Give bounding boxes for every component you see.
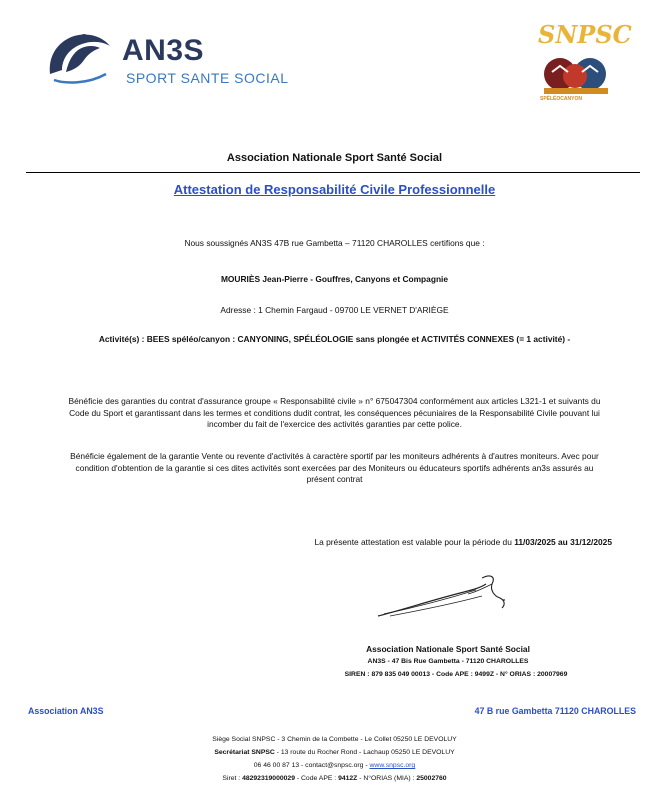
footer-secretariat-line [0,749,669,756]
footer-siret-line [0,775,669,782]
footer-contact-line [0,762,669,769]
coverage-paragraph [22,396,647,431]
handwritten-signature-icon [372,570,522,622]
footer-orias-label: - N°ORIAS (MIA) : [357,775,417,782]
signature-ids: SIREN : 879 835 049 00013 - Code APE : 9499Z - N° ORIAS : 20007969 [344,671,568,678]
footer-ape-value: 9412Z [338,775,358,782]
coverage-line-1: Bénéficie des garanties du contrat d'assurance groupe « Responsabilité civile » n° 675047304 conformément aux articles L321-1 et suivants du [68,396,601,406]
coverage-line-3: incomber du fait de l'exercice des activités garanties par cette police. [207,419,462,430]
validity-prefix: La présente attestation est valable pour la période du [314,537,515,547]
footer-orias-value: 25002760 [416,775,447,782]
snpsc-logo [532,20,632,104]
footer-contact-text: 06 46 00 87 13 - contact@snpsc.org - [253,762,370,769]
validity-line [260,537,612,547]
document-title: Attestation de Responsabilité Civile Professionnelle [173,182,496,197]
footer-website-link[interactable]: www.snpsc.org [369,762,416,769]
footer-siege-line: Siège Social SNPSC - 3 Chemin de la Combette - Le Collet 05250 LE DEVOLUY [212,736,457,743]
footer-left-org: Association AN3S [28,706,104,716]
resale-line-3: présent contrat [306,474,363,485]
snpsc-logo-band: SPÉLÉOCANYON [540,96,582,102]
resale-line-2: condition d'obtention de la garantie si ces dites activités sont exercées par des Moniteurs ou éducateurs sportifs adhérents an3s assurés au [75,462,594,473]
an3s-logo [44,24,304,96]
validity-period: 11/03/2025 au 31/12/2025 [514,537,612,547]
activities-line: Activité(s) : BEES spéléo/canyon : CANYONING, SPÉLÉOLOGIE sans plongée et ACTIVITÉS CONNEXES (= 1 activité) - [98,334,571,344]
holder-address: Adresse : 1 Chemin Fargaud - 09700 LE VERNET D'ARIÈGE [220,305,449,315]
footer-siret-value: 48292319000029 [242,775,295,782]
an3s-logo-name: AN3S [122,34,205,67]
resale-line-1: Bénéficie également de la garantie Vente ou revente d'activités à caractère sportif par les moniteurs adhérents à d'autres moniteurs. Avec pour [70,451,599,461]
resale-paragraph [22,451,647,486]
snpsc-emblem-icon [538,50,614,96]
header-divider [26,172,640,173]
footer-right-address: 47 B rue Gambetta 71120 CHAROLLES [474,706,636,716]
an3s-logo-mark-icon [44,24,120,88]
coverage-line-2: Code du Sport et garantissant dans les termes et conditions dudit contrat, les conséquences pécuniaires de la Responsabilité Civile pouvant lui [69,407,600,418]
snpsc-logo-name: SNPSC [538,20,632,49]
footer-secretariat-address: - 13 route du Rocher Rond - Lachaup 05250 LE DEVOLUY [274,749,455,756]
footer-secretariat-label: Secrétariat SNPSC [214,749,275,756]
footer-ape-label: - Code APE : [294,775,339,782]
org-title: Association Nationale Sport Santé Social [226,152,443,164]
signature-org: Association Nationale Sport Santé Social [366,644,530,654]
footer-siret-label: Siret : [222,775,243,782]
signature-address: AN3S - 47 Bis Rue Gambetta - 71120 CHAROLLES [367,658,529,665]
an3s-logo-tagline: SPORT SANTE SOCIAL [126,70,289,86]
holder-name: MOURIÈS Jean-Pierre - Gouffres, Canyons et Compagnie [220,274,449,284]
intro-line: Nous soussignés AN3S 47B rue Gambetta – 71120 CHAROLLES certifions que : [184,238,485,248]
